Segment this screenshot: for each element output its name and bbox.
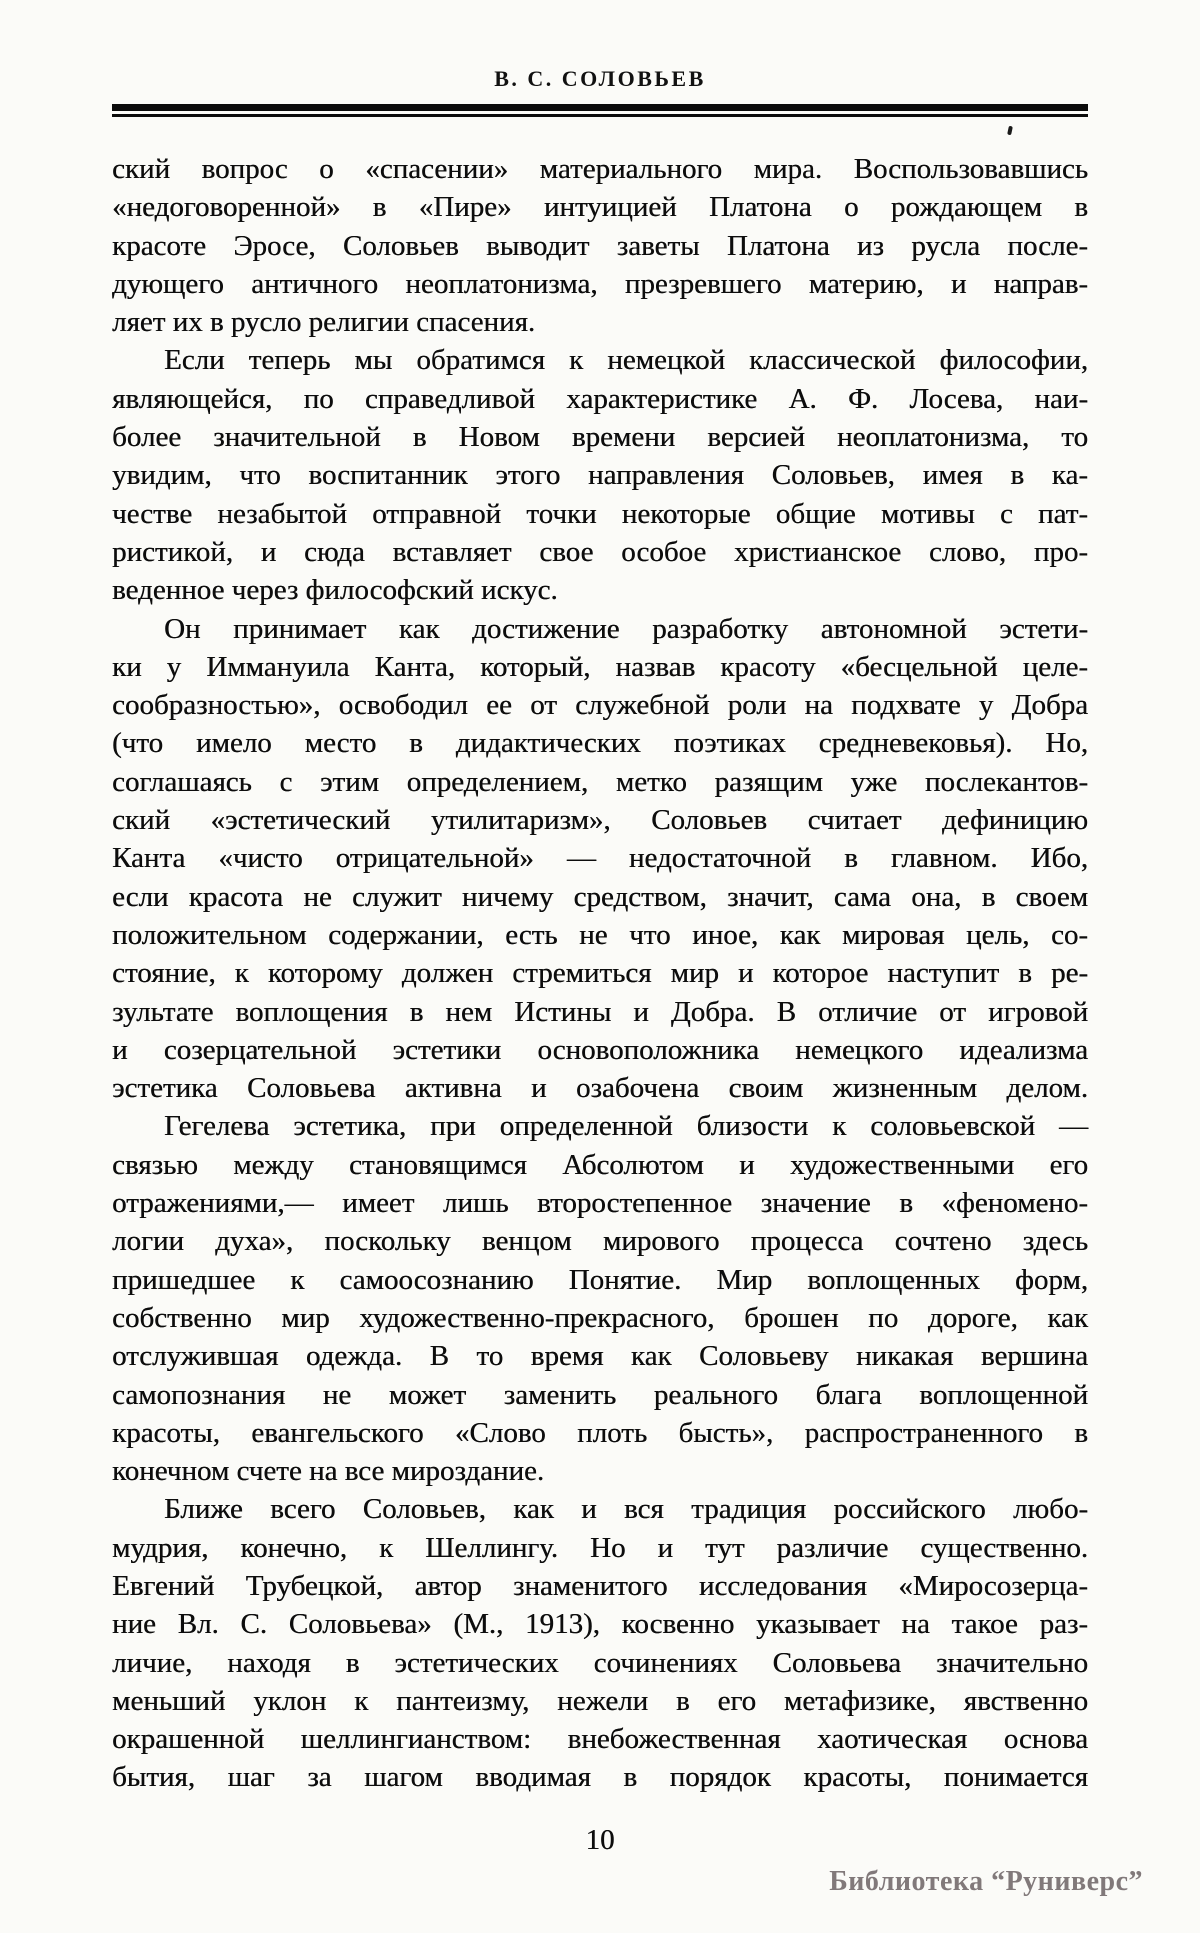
page-number: 10 (585, 1824, 615, 1856)
text-line: личие, находя в эстетических сочинениях Соловьева значительно (112, 1646, 1088, 1679)
watermark: Библиотека “Руниверс” (829, 1866, 1143, 1897)
body-text (112, 150, 1088, 1797)
text-line: стояние, к которому должен стремиться мир и которое наступит в ре- (112, 957, 1088, 990)
header-rule-thin (112, 114, 1088, 117)
text-line: ский «эстетический утилитаризм», Соловьев считает дефиницию (112, 804, 1088, 837)
text-line: ристикой, и сюда вставляет свое особое христианское слово, про- (112, 535, 1088, 568)
text-line: соглашаясь с этим определением, метко разящим уже послекантов- (112, 765, 1088, 798)
text-line: ние Вл. С. Соловьева» (М., 1913), косвенно указывает на такое раз- (112, 1608, 1088, 1641)
text-line: Ближе всего Соловьев, как и вся традиция российского любо- (164, 1493, 1088, 1526)
text-line: логии духа», поскольку венцом мирового процесса сочтено здесь (112, 1225, 1088, 1258)
text-line: веденное через философский искус. (112, 574, 558, 607)
text-line: связью между становящимся Абсолютом и художественными его (112, 1148, 1088, 1181)
text-line: Канта «чисто отрицательной» — недостаточной в главном. Ибо, (112, 842, 1088, 875)
text-line: самопознания не может заменить реального блага воплощенной (112, 1378, 1088, 1411)
text-line: собственно мир художественно-прекрасного, брошен по дороге, как (112, 1301, 1088, 1334)
text-line: красоты, евангельского «Слово плоть бысть», распространенного в (112, 1416, 1088, 1449)
text-line: (что имело место в дидактических поэтиках средневековья). Но, (112, 727, 1088, 760)
text-line: Если теперь мы обратимся к немецкой классической философии, (164, 344, 1088, 377)
text-line: честве незабытой отправной точки некоторые общие мотивы с пат- (112, 497, 1088, 530)
text-line: отражениями,— имеет лишь второстепенное значение в «феномено- (112, 1187, 1088, 1220)
text-line: отслужившая одежда. В то время как Соловьеву никакая вершина (112, 1340, 1088, 1373)
text-line: эстетика Соловьева активна и озабочена своим жизненным делом. (112, 1072, 1088, 1105)
running-header: В. С. СОЛОВЬЕВ (494, 66, 706, 91)
text-line: Евгений Трубецкой, автор знаменитого исследования «Миросозерца- (112, 1569, 1088, 1602)
text-line: дующего античного неоплатонизма, презревшего материю, и направ- (112, 267, 1088, 300)
text-line: бытия, шаг за шагом вводимая в порядок красоты, понимается (112, 1761, 1088, 1794)
text-line: окрашенной шеллингианством: внебожественная хаотическая основа (112, 1723, 1088, 1756)
text-line: если красота не служит ничему средством, значит, сама она, в своем (112, 880, 1088, 913)
text-line: красоте Эросе, Соловьев выводит заветы Платона из русла после- (112, 229, 1088, 262)
text-line: и созерцательной эстетики основоположника немецкого идеализма (112, 1033, 1088, 1066)
text-line: меньший уклон к пантеизму, нежели в его метафизике, явственно (112, 1684, 1088, 1717)
text-line: положительном содержании, есть не что иное, как мировая цель, со- (112, 918, 1088, 951)
text-line: являющейся, по справедливой характеристике А. Ф. Лосева, наи- (112, 382, 1088, 415)
text-line: сообразностью», освободил ее от служебной роли на подхвате у Добра (112, 689, 1088, 722)
text-line: более значительной в Новом времени версией неоплатонизма, то (112, 421, 1088, 454)
text-line: увидим, что воспитанник этого направления Соловьев, имея в ка- (112, 459, 1088, 492)
header-rule-thick (112, 104, 1088, 111)
text-line: Он принимает как достижение разработку автономной эстети- (164, 612, 1088, 645)
ink-speck (1007, 126, 1013, 136)
text-line: Гегелева эстетика, при определенной близости к соловьевской — (164, 1110, 1088, 1143)
text-line: зультате воплощения в нем Истины и Добра. В отличие от игровой (112, 995, 1088, 1028)
text-line: пришедшее к самоосознанию Понятие. Мир воплощенных форм, (112, 1263, 1088, 1296)
text-line: ляет их в русло религии спасения. (112, 306, 536, 339)
text-line: ки у Иммануила Канта, который, назвав красоту «бесцельной целе- (112, 650, 1088, 683)
text-line: мудрия, конечно, к Шеллингу. Но и тут различие существенно. (112, 1531, 1088, 1564)
text-line: ский вопрос о «спасении» материального мира. Воспользовавшись (112, 153, 1088, 185)
text-line: «недоговоренной» в «Пире» интуицией Платона о рождающем в (112, 191, 1088, 224)
text-line: конечном счете на все мироздание. (112, 1455, 545, 1488)
